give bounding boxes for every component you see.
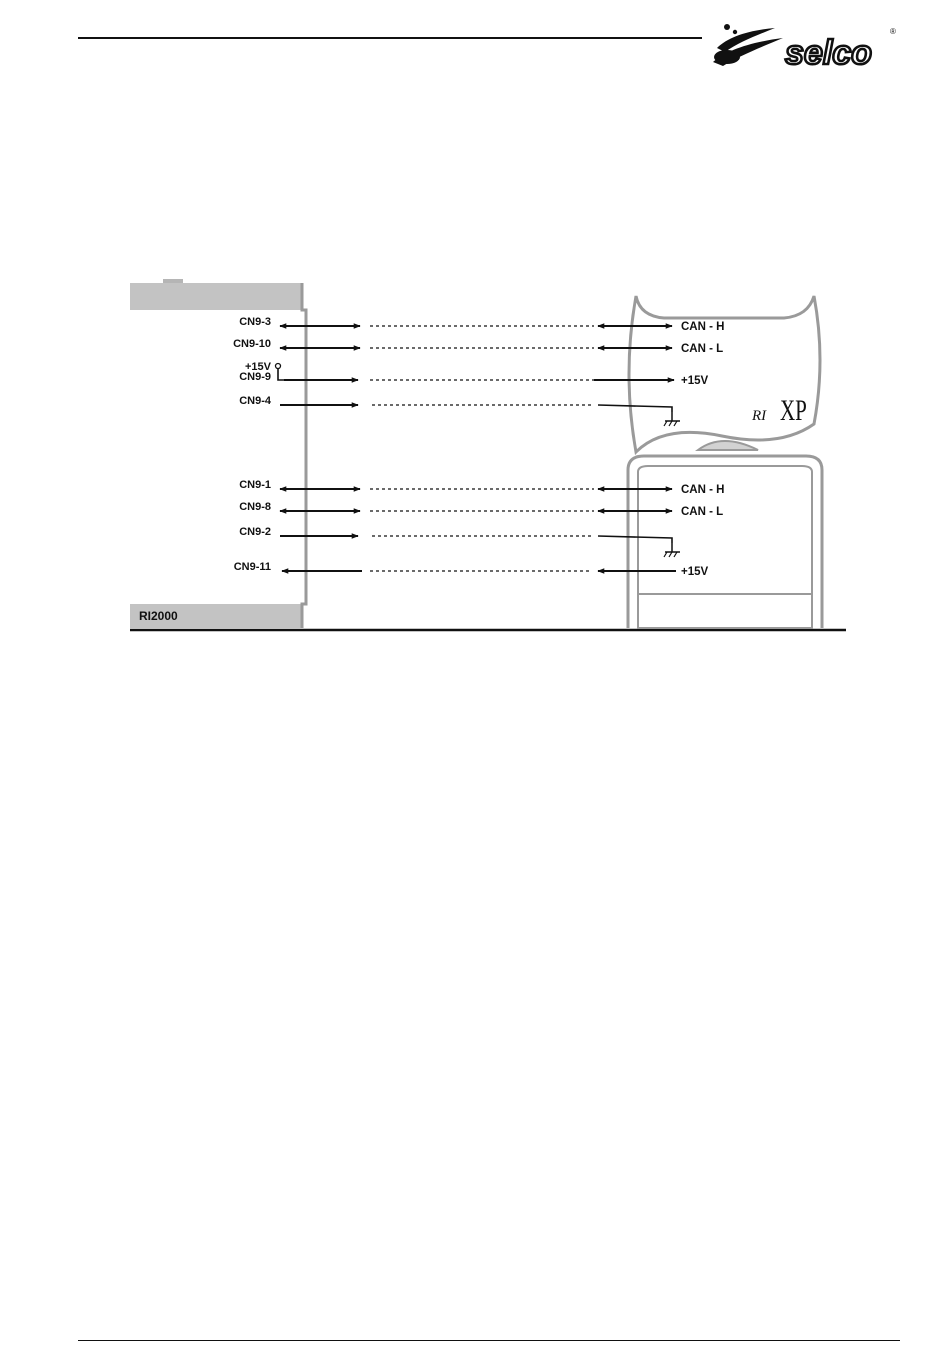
registered-mark: ® [890,27,896,36]
ri2000-label: RI2000 [139,609,178,623]
wires-layer [276,326,681,571]
ri2000-device [130,279,306,628]
wire-right-segment [598,405,672,412]
supply-terminal-icon [276,364,281,369]
rixp-body-outline [628,456,822,628]
brand-name: selco [785,34,872,72]
rixp-brand-suffix: XP [780,393,807,427]
pin-supply-label: +15V [245,361,271,373]
rixp-panel [638,466,812,594]
pin-label-cn9-10: CN9-10 [233,338,271,350]
pin-label-cn9-1: CN9-1 [239,479,271,491]
signal-label: +15V [681,375,709,387]
pin-label-cn9-2: CN9-2 [239,526,271,538]
ground-symbol-icon [664,543,680,557]
signal-label: CAN - L [681,506,724,518]
ground-symbol-icon [664,412,680,426]
ri2000-top-plate [130,283,302,310]
pin-label-cn9-9: CN9-9 [239,371,271,383]
rixp-brand-prefix: RI [752,408,767,424]
ri2000-top-tab [163,279,183,283]
rixp-device [628,296,822,628]
pin-label-cn9-8: CN9-8 [239,501,271,513]
signal-label: +15V [681,566,709,578]
rixp-head-outline [629,296,820,452]
signal-label: CAN - L [681,343,724,355]
signal-label: CAN - H [681,484,725,496]
pin-label-cn9-4: CN9-4 [239,395,271,407]
pin-label-cn9-3: CN9-3 [239,316,271,328]
wire-right-segment [598,536,672,543]
footer-rule [78,1340,900,1341]
rixp-lower-panel [638,594,812,628]
signal-label: CAN - H [681,321,725,333]
pin-label-cn9-11: CN9-11 [233,561,271,573]
